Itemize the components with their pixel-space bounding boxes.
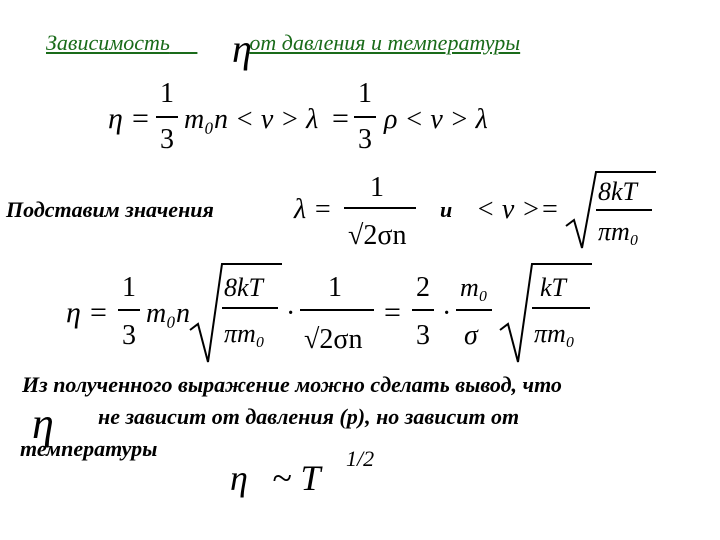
svg-text:η: η — [232, 26, 252, 71]
svg-text:m₀n: m₀n — [146, 298, 190, 329]
svg-text:1: 1 — [358, 78, 372, 109]
viscosity-formula — [100, 72, 520, 156]
svg-text:1: 1 — [160, 78, 174, 109]
svg-text:η: η — [230, 458, 248, 498]
title-eta-symbol — [228, 26, 268, 74]
svg-text:~ T: ~ T — [272, 458, 321, 498]
svg-text:η: η — [66, 296, 81, 329]
conclusion-line-3: температуры — [20, 436, 158, 461]
svg-text:σ: σ — [464, 320, 478, 351]
svg-text:1/2: 1/2 — [346, 446, 375, 471]
svg-text:η: η — [108, 102, 123, 135]
svg-text:m₀n < v > λ: m₀n < v > λ — [184, 104, 319, 135]
svg-text:=: = — [384, 296, 401, 329]
svg-text:3: 3 — [122, 320, 136, 351]
svg-text:ρ < v > λ: ρ < v > λ — [384, 104, 488, 135]
mean-speed-formula — [470, 168, 660, 252]
svg-text:8kT: 8kT — [598, 177, 637, 206]
svg-text:kT: kT — [540, 273, 566, 302]
proportionality-formula — [228, 444, 398, 504]
svg-text:η: η — [32, 399, 54, 448]
svg-text:3: 3 — [160, 124, 174, 155]
conclusion-line-1: Из полученного выражение можно сделать вывод, что — [22, 372, 562, 397]
substituted-viscosity-formula — [62, 258, 602, 368]
substitute-label: Подставим значения — [6, 197, 214, 222]
svg-text:=: = — [332, 102, 349, 135]
svg-text:2: 2 — [416, 272, 430, 303]
svg-text:√2σn: √2σn — [348, 220, 407, 251]
svg-text:πm₀: πm₀ — [224, 319, 265, 348]
svg-text:λ =: λ = — [294, 194, 333, 225]
slide-title — [46, 30, 520, 56]
svg-text:8kT: 8kT — [224, 273, 263, 302]
conclusion-line-2: не зависит от давления (p), но зависит от — [98, 404, 520, 429]
svg-text:=: = — [90, 296, 107, 329]
svg-text:√2σn: √2σn — [304, 324, 363, 355]
svg-text:·: · — [286, 298, 296, 329]
svg-text:=: = — [132, 102, 149, 135]
svg-text:1: 1 — [328, 272, 342, 303]
svg-text:πm₀: πm₀ — [598, 217, 639, 246]
and-label: и — [440, 197, 453, 222]
svg-text:m₀: m₀ — [460, 273, 488, 302]
title-part1: Зависимость — [46, 30, 170, 55]
svg-text:πm₀: πm₀ — [534, 319, 575, 348]
svg-text:1: 1 — [370, 172, 384, 203]
mean-free-path-formula — [288, 168, 438, 252]
svg-text:< v >=: < v >= — [476, 194, 560, 225]
title-part2: от давления и температуры — [249, 30, 521, 55]
svg-text:3: 3 — [416, 320, 430, 351]
svg-text:3: 3 — [358, 124, 372, 155]
svg-text:·: · — [442, 298, 452, 329]
svg-text:1: 1 — [122, 272, 136, 303]
